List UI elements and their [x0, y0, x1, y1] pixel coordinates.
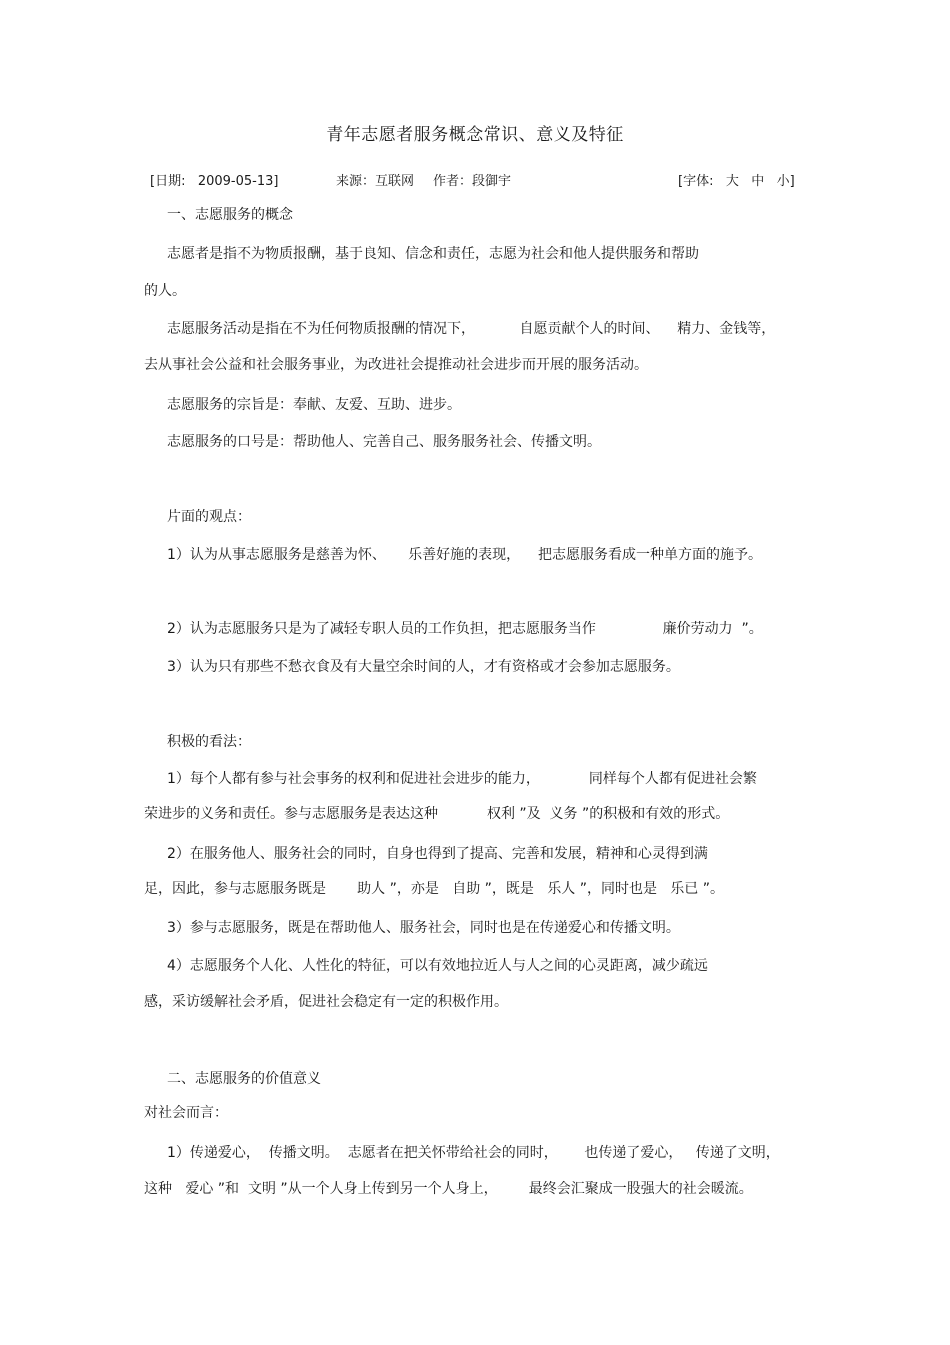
paragraph-line: 的人。 [144, 283, 186, 299]
list-item: 3）认为只有那些不愁衣食及有大量空余时间的人，才有资格或才会参加志愿服务。 [167, 659, 680, 675]
author-label: 作者：段御宇 [433, 174, 512, 189]
list-item: 足，因此，参与志愿服务既是 助人 ”，亦是 自助 ”，既是 乐人 ”，同时也是 乐已 ”。 [144, 881, 725, 897]
source-label: 来源：互联网 [336, 174, 415, 189]
list-item: 感，采访缓解社会矛盾，促进社会稳定有一定的积极作用。 [144, 994, 508, 1010]
font-size-selector[interactable]: [字体: 大 中 小] [678, 174, 795, 189]
paragraph-line: 去从事社会公益和社会服务事业，为改进社会提推动社会进步而开展的服务活动。 [144, 357, 648, 373]
positive-heading: 积极的看法： [167, 734, 251, 750]
list-item: 1）每个人都有参与社会事务的权利和促进社会进步的能力， 同样每个人都有促进社会繁 [167, 771, 757, 787]
section1-heading: 一、志愿服务的概念 [167, 207, 293, 223]
list-item: 荣进步的义务和责任。参与志愿服务是表达这种 权利 ”及 义务 ”的积极和有效的形式。 [144, 806, 730, 822]
paragraph-line: 志愿服务活动是指在不为任何物质报酬的情况下， 自愿贡献个人的时间、 精力、金钱等， [167, 321, 776, 337]
list-item: 3）参与志愿服务，既是在帮助他人、服务社会，同时也是在传递爱心和传播文明。 [167, 920, 680, 936]
list-item: 4）志愿服务个人化、人性化的特征，可以有效地拉近人与人之间的心灵距离，减少疏远 [167, 958, 708, 974]
subheading: 对社会而言： [144, 1105, 228, 1121]
list-item: 1）传递爱心， 传播文明。 志愿者在把关怀带给社会的同时， 也传递了爱心， 传递了文明， [167, 1145, 780, 1161]
list-item: 这种 爱心 ”和 文明 ”从一个人身上传到另一个人身上， 最终会汇聚成一股强大的社会暖流。 [144, 1181, 753, 1197]
paragraph-line: 志愿服务的宗旨是：奉献、友爱、互助、进步。 [167, 397, 461, 413]
one-sided-heading: 片面的观点： [167, 509, 251, 525]
page-title: 青年志愿者服务概念常识、意义及特征 [326, 125, 624, 145]
list-item: 1）认为从事志愿服务是慈善为怀、 乐善好施的表现， 把志愿服务看成一种单方面的施予。 [167, 547, 762, 563]
list-item: 2）在服务他人、服务社会的同时，自身也得到了提高、完善和发展，精神和心灵得到满 [167, 846, 708, 862]
date-label: [日期: 2009-05-13] [150, 174, 279, 189]
section2-heading: 二、志愿服务的价值意义 [167, 1071, 321, 1087]
paragraph-line: 志愿者是指不为物质报酬，基于良知、信念和责任，志愿为社会和他人提供服务和帮助 [167, 246, 699, 262]
paragraph-line: 志愿服务的口号是：帮助他人、完善自己、服务服务社会、传播文明。 [167, 434, 601, 450]
list-item: 2）认为志愿服务只是为了减轻专职人员的工作负担，把志愿服务当作 廉价劳动力 ”。 [167, 621, 763, 637]
